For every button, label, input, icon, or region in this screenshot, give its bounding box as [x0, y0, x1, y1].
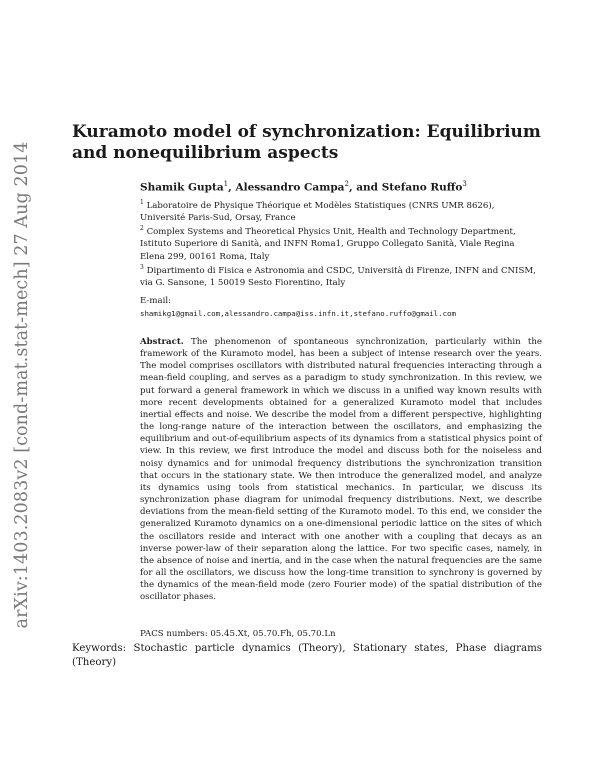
email-label: E-mail:: [140, 296, 172, 306]
affiliation-3: [140, 262, 540, 290]
author-name: Alessandro Campa: [235, 181, 345, 194]
author-name: Shamik Gupta: [140, 181, 224, 194]
arxiv-identifier-stamp: [2, 141, 42, 629]
affiliation-1: [140, 197, 540, 225]
arxiv-identifier-text: arXiv:1403.2083v2 [cond-mat.stat-mech] 27 Aug 2014: [12, 141, 32, 629]
affiliation-number: 3: [140, 264, 144, 271]
pacs-numbers: PACS numbers: 05.45.Xt, 05.70.Fh, 05.70.Ln: [140, 629, 336, 639]
affiliation-mark: 2: [344, 180, 349, 188]
abstract: [140, 336, 542, 603]
affiliation-text: Dipartimento di Fisica e Astronomia and CSDC, Università di Firenze, INFN and CNISM, via G. Sansone, 1 50019 Sesto Fiorentino, Italy: [140, 265, 536, 289]
author-list: [140, 180, 467, 194]
affiliation-number: 1: [140, 199, 144, 206]
abstract-label: Abstract.: [140, 337, 184, 347]
keywords: [72, 642, 542, 670]
email-addresses[interactable]: shamikg1@gmail.com,alessandro.campa@iss.infn.it,stefano.ruffo@gmail.com: [140, 309, 456, 318]
affiliation-text: Laboratoire de Physique Théorique et Modèles Statistiques (CNRS UMR 8626), Université Paris-Sud, Orsay, France: [140, 200, 495, 224]
keywords-text: Stochastic particle dynamics (Theory), Stationary states, Phase diagrams (Theory): [72, 643, 542, 668]
author-name: Stefano Ruffo: [381, 181, 463, 194]
affiliation-number: 2: [140, 225, 144, 232]
paper-title: Kuramoto model of synchronization: Equilibrium and nonequilibrium aspects: [72, 122, 541, 163]
author-separator: ,: [228, 181, 236, 194]
affiliation-mark: 3: [462, 180, 467, 188]
keywords-label: Keywords:: [72, 643, 127, 654]
abstract-text: The phenomenon of spontaneous synchronization, particularly within the framework of the Kuramoto model, has been a subject of intense research over the years. The model comprises oscillators with distributed natural frequencies interacting through a mean-field coupling, and serves as a paradigm to study synchronization. In this review, we put forward a general framework in which we discuss in a unified way known results with more recent developments obtained for a generalized Kuramoto model that includes inertial effects and noise. We describe the model from a different perspective, highlighting the long-range nature of the interaction between the oscillators, and emphasizing the equilibrium and out-of-equilibrium aspects of its dynamics from a statistical physics point of view. In this review, we first introduce the model and discuss both for the noiseless and noisy dynamics and for unimodal frequency distributions the synchronization transition that occurs in the stationary state. We then introduce the generalized model, and analyze its dynamics using tools from statistical mechanics. In particular, we discuss its synchronization phase diagram for unimodal frequency distributions. Next, we describe deviations from the mean-field setting of the Kuramoto model. To this end, we consider the generalized Kuramoto dynamics on a one-dimensional periodic lattice on the sites of which the oscillators reside and interact with one another with a coupling that decays as an inverse power-law of their separation along the lattice. For two specific cases, namely, in the absence of noise and inertia, and in the case when the natural frequencies are the same for all the oscillators, we discuss how the long-time transition to synchrony is governed by the dynamics of the mean-field mode (zero Fourier mode) of the spatial distribution of the oscillator phases.: [140, 337, 542, 603]
affiliation-2: [140, 223, 540, 263]
affiliation-text: Complex Systems and Theoretical Physics Unit, Health and Technology Department, Istituto Superiore di Sanità, and INFN Roma1, Gruppo Collegato Sanità, Viale Regina Elena 299, 00161 Roma, Italy: [140, 226, 516, 262]
affiliation-mark: 1: [223, 180, 229, 188]
author-separator: , and: [348, 181, 382, 194]
